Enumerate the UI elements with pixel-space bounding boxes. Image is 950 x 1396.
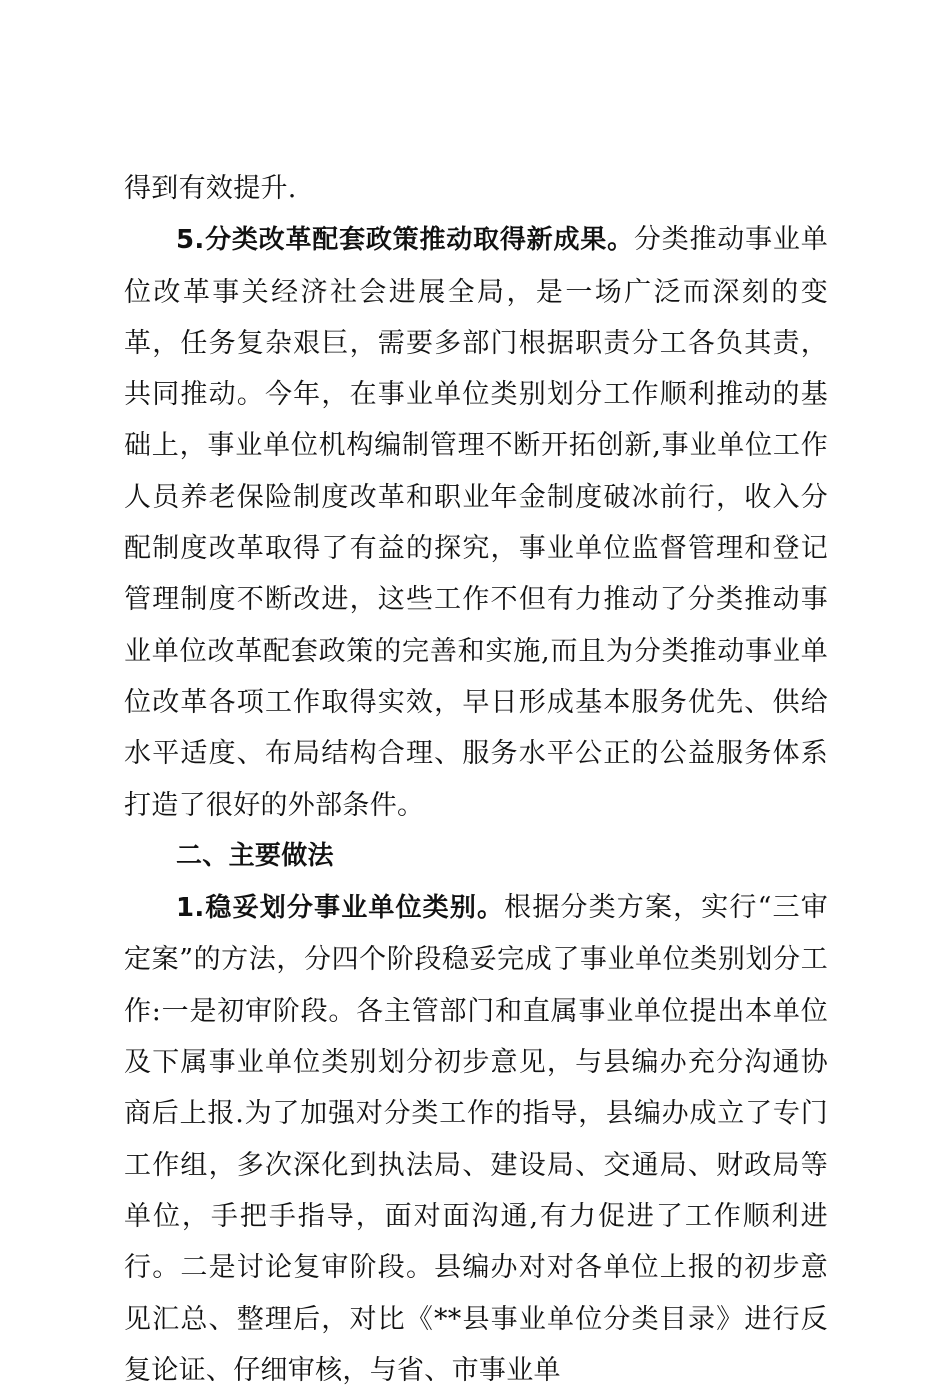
paragraph-continuation: 得到有效提升. — [124, 173, 297, 204]
paragraph-body-classification: 根据分类方案，实行“三审定案”的方法，分四个阶段稳妥完成了事业单位类别划分工作:一是初审阶段。各主管部门和直属事业单位提出本单位及下属事业单位类别划分初步意见，与县编办充分沟通协商后上报.为了加强对分类工作的指导，县编办成立了专门工作组，多次深化到执法局、建设局、交通局、财政局等单位，手把手指导，面对面沟通,有力促进了工作顺利进行。二是讨论复审阶段。县编办对对各单位上报的初步意见汇总、整理后，对比《**县事业单位分类目录》进行反复论证、仔细审核，与省、市事业单 — [124, 892, 828, 1386]
document-page — [124, 163, 828, 1396]
section-heading-main-practices: 二、主要做法 — [176, 840, 334, 871]
paragraph-body-policy-results: 分类推动事业单位改革事关经济社会进展全局，是一场广泛而深刻的变革，任务复杂艰巨，需要多部门根据职责分工各负其责，共同推动。今年，在事业单位类别划分工作顺利推动的基础上，事业单位机构编制管理不断开拓创新,事业单位工作人员养老保险制度改革和职业年金制度破冰前行，收入分配制度改革取得了有益的探究，事业单位监督管理和登记管理制度不断改进，这些工作不但有力推动了分类推动事业单位改革配套政策的完善和实施,而且为分类推动事业单位改革各项工作取得实效，早日形成基本服务优先、供给水平适度、布局结构合理、服务水平公正的公益服务体系打造了很好的外部条件。 — [124, 224, 828, 821]
paragraph-classification — [124, 882, 828, 1396]
paragraph-heading-classification: 1.稳妥划分事业单位类别。 — [176, 893, 505, 924]
paragraph-policy-results — [124, 214, 828, 831]
paragraph-heading-policy-results: 5.分类改革配套政策推动取得新成果。 — [176, 225, 634, 256]
